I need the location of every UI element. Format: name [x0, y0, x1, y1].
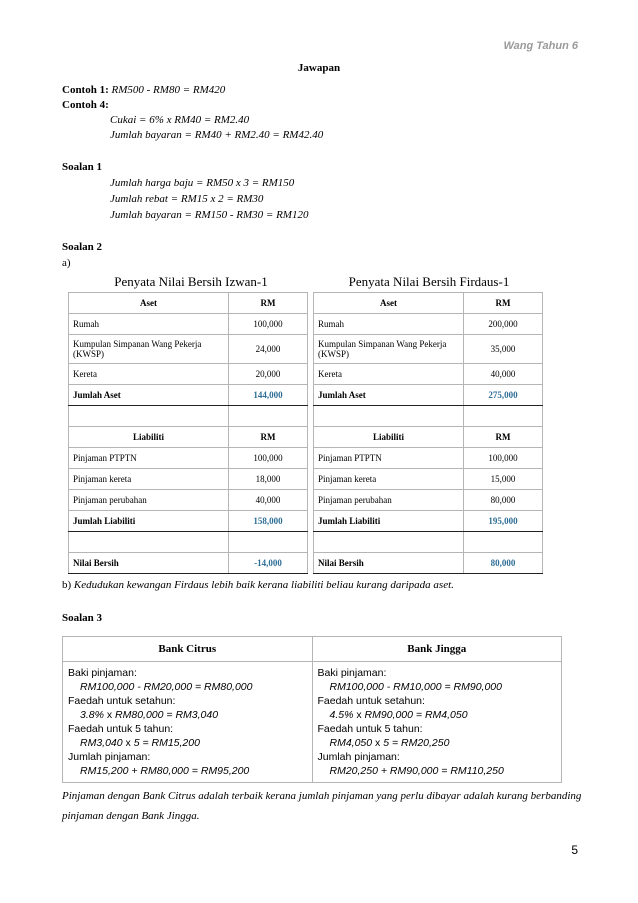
- total-assets-row: [314, 385, 543, 406]
- part-a-label: a): [62, 257, 71, 269]
- net-worth-label: Nilai Bersih: [69, 553, 229, 574]
- bank-body-row: [63, 662, 562, 783]
- net-worth-row: [314, 553, 543, 574]
- soalan-1-line: Jumlah bayaran = RM150 - RM30 = RM120: [110, 209, 309, 221]
- aset-header: Aset: [314, 293, 464, 314]
- soalan-1-line: Jumlah rebat = RM15 x 2 = RM30: [110, 193, 264, 205]
- total-liabilities-value: 195,000: [464, 511, 543, 532]
- asset-name: Kereta: [314, 364, 464, 385]
- liability-value: 18,000: [229, 469, 308, 490]
- firdaus-statement-title: Penyata Nilai Bersih Firdaus-1: [348, 274, 510, 289]
- baki-value: RM100,000 - RM10,000 = RM90,000: [329, 681, 502, 693]
- table-row: [314, 364, 543, 385]
- soalan-3-conclusion: Pinjaman dengan Bank Citrus adalah terbaik kerana jumlah pinjaman yang perlu dibayar adalah kurang berbanding pinjaman dengan Bank Jingga.: [62, 790, 582, 822]
- faedah5-label: Faedah untuk 5 tahun:: [317, 723, 423, 735]
- asset-name: Kumpulan Simpanan Wang Pekerja (KWSP): [69, 335, 229, 364]
- table-header-row: [69, 293, 308, 314]
- asset-name: Kumpulan Simpanan Wang Pekerja (KWSP): [314, 335, 464, 364]
- liability-name: Pinjaman kereta: [69, 469, 229, 490]
- asset-value: 40,000: [464, 364, 543, 385]
- soalan-3-label: Soalan 3: [62, 612, 103, 624]
- spacer-row: [314, 406, 543, 427]
- asset-value: 100,000: [229, 314, 308, 335]
- faedah1-label: Faedah untuk setahun:: [317, 695, 425, 707]
- spacer-row: [69, 406, 308, 427]
- total-liabilities-label: Jumlah Liabiliti: [314, 511, 464, 532]
- liability-value: 40,000: [229, 490, 308, 511]
- faedah1-value: 4.5% x RM90,000 = RM4,050: [329, 709, 468, 721]
- izwan-net-worth-table: [68, 292, 308, 574]
- faedah1-label: Faedah untuk setahun:: [68, 695, 176, 707]
- rm-header: RM: [464, 427, 543, 448]
- contoh-4-label: Contoh 4:: [62, 99, 109, 111]
- table-row: [69, 469, 308, 490]
- total-assets-value: 275,000: [464, 385, 543, 406]
- bank-comparison-table: [62, 636, 562, 783]
- baki-label: Baki pinjaman:: [68, 667, 137, 679]
- table-row: [314, 490, 543, 511]
- asset-value: 200,000: [464, 314, 543, 335]
- total-assets-label: Jumlah Aset: [314, 385, 464, 406]
- bank-header-row: [63, 637, 562, 662]
- table-header-row: [314, 427, 543, 448]
- asset-value: 20,000: [229, 364, 308, 385]
- baki-label: Baki pinjaman:: [317, 667, 387, 679]
- jumlah-value: RM20,250 + RM90,000 = RM110,250: [329, 765, 504, 777]
- asset-name: Rumah: [314, 314, 464, 335]
- total-liabilities-label: Jumlah Liabiliti: [69, 511, 229, 532]
- faedah1-value: 3.8% x RM80,000 = RM3,040: [80, 709, 219, 721]
- spacer-row: [314, 532, 543, 553]
- liability-name: Pinjaman PTPTN: [69, 448, 229, 469]
- net-worth-label: Nilai Bersih: [314, 553, 464, 574]
- soalan-1-label: Soalan 1: [62, 161, 103, 173]
- liability-value: 15,000: [464, 469, 543, 490]
- net-worth-value: -14,000: [229, 553, 308, 574]
- table-row: [314, 335, 543, 364]
- bank-jingga-header: Bank Jingga: [312, 637, 562, 662]
- asset-value: 24,000: [229, 335, 308, 364]
- liability-value: 100,000: [464, 448, 543, 469]
- asset-value: 35,000: [464, 335, 543, 364]
- running-header: Wang Tahun 6: [503, 40, 578, 52]
- soalan-2-label: Soalan 2: [62, 241, 103, 253]
- faedah5-value: RM4,050 x 5 = RM20,250: [329, 737, 450, 749]
- liability-value: 80,000: [464, 490, 543, 511]
- contoh-1-label: Contoh 1:: [62, 84, 109, 96]
- total-assets-row: [69, 385, 308, 406]
- jumlah-value: RM15,200 + RM80,000 = RM95,200: [80, 765, 250, 777]
- faedah5-value: RM3,040 x 5 = RM15,200: [80, 737, 200, 749]
- soalan-1-line: Jumlah harga baju = RM50 x 3 = RM150: [110, 177, 295, 189]
- rm-header: RM: [229, 293, 308, 314]
- liabiliti-header: Liabiliti: [69, 427, 229, 448]
- table-row: [314, 314, 543, 335]
- total-liabilities-row: [69, 511, 308, 532]
- spacer-row: [69, 532, 308, 553]
- izwan-statement-title: Penyata Nilai Bersih Izwan-1: [114, 274, 268, 289]
- net-worth-value: 80,000: [464, 553, 543, 574]
- asset-name: Rumah: [69, 314, 229, 335]
- firdaus-net-worth-table: [313, 292, 543, 574]
- total-assets-value: 144,000: [229, 385, 308, 406]
- contoh-1: [62, 83, 225, 98]
- asset-name: Kereta: [69, 364, 229, 385]
- liability-name: Pinjaman perubahan: [69, 490, 229, 511]
- contoh-1-text: RM500 - RM80 = RM420: [111, 84, 226, 96]
- table-row: [69, 448, 308, 469]
- liability-name: Pinjaman PTPTN: [314, 448, 464, 469]
- table-row: [69, 364, 308, 385]
- bank-citrus-calculation: [63, 662, 313, 783]
- jumlah-label: Jumlah pinjaman:: [317, 751, 400, 763]
- table-header-row: [314, 293, 543, 314]
- part-b-text: Kedudukan kewangan Firdaus lebih baik kerana liabiliti beliau kurang daripada aset.: [73, 579, 454, 591]
- aset-header: Aset: [69, 293, 229, 314]
- bank-jingga-calculation: [312, 662, 562, 783]
- rm-header: RM: [229, 427, 308, 448]
- total-assets-label: Jumlah Aset: [69, 385, 229, 406]
- table-row: [314, 469, 543, 490]
- jumlah-label: Jumlah pinjaman:: [68, 751, 151, 763]
- table-row: [69, 335, 308, 364]
- part-b-label: b): [62, 579, 72, 591]
- table-row: [69, 490, 308, 511]
- page-title: Jawapan: [297, 62, 341, 74]
- total-liabilities-value: 158,000: [229, 511, 308, 532]
- table-header-row: [69, 427, 308, 448]
- contoh-4-line: Jumlah bayaran = RM40 + RM2.40 = RM42.40: [110, 129, 324, 141]
- contoh-4-line: Cukai = 6% x RM40 = RM2.40: [110, 114, 250, 126]
- rm-header: RM: [464, 293, 543, 314]
- liability-name: Pinjaman kereta: [314, 469, 464, 490]
- page-number: 5: [571, 843, 578, 857]
- table-row: [69, 314, 308, 335]
- total-liabilities-row: [314, 511, 543, 532]
- table-row: [314, 448, 543, 469]
- liability-name: Pinjaman perubahan: [314, 490, 464, 511]
- liabiliti-header: Liabiliti: [314, 427, 464, 448]
- net-worth-row: [69, 553, 308, 574]
- bank-citrus-header: Bank Citrus: [63, 637, 313, 662]
- faedah5-label: Faedah untuk 5 tahun:: [68, 723, 174, 735]
- part-b: [62, 578, 454, 593]
- baki-value: RM100,000 - RM20,000 = RM80,000: [80, 681, 253, 693]
- liability-value: 100,000: [229, 448, 308, 469]
